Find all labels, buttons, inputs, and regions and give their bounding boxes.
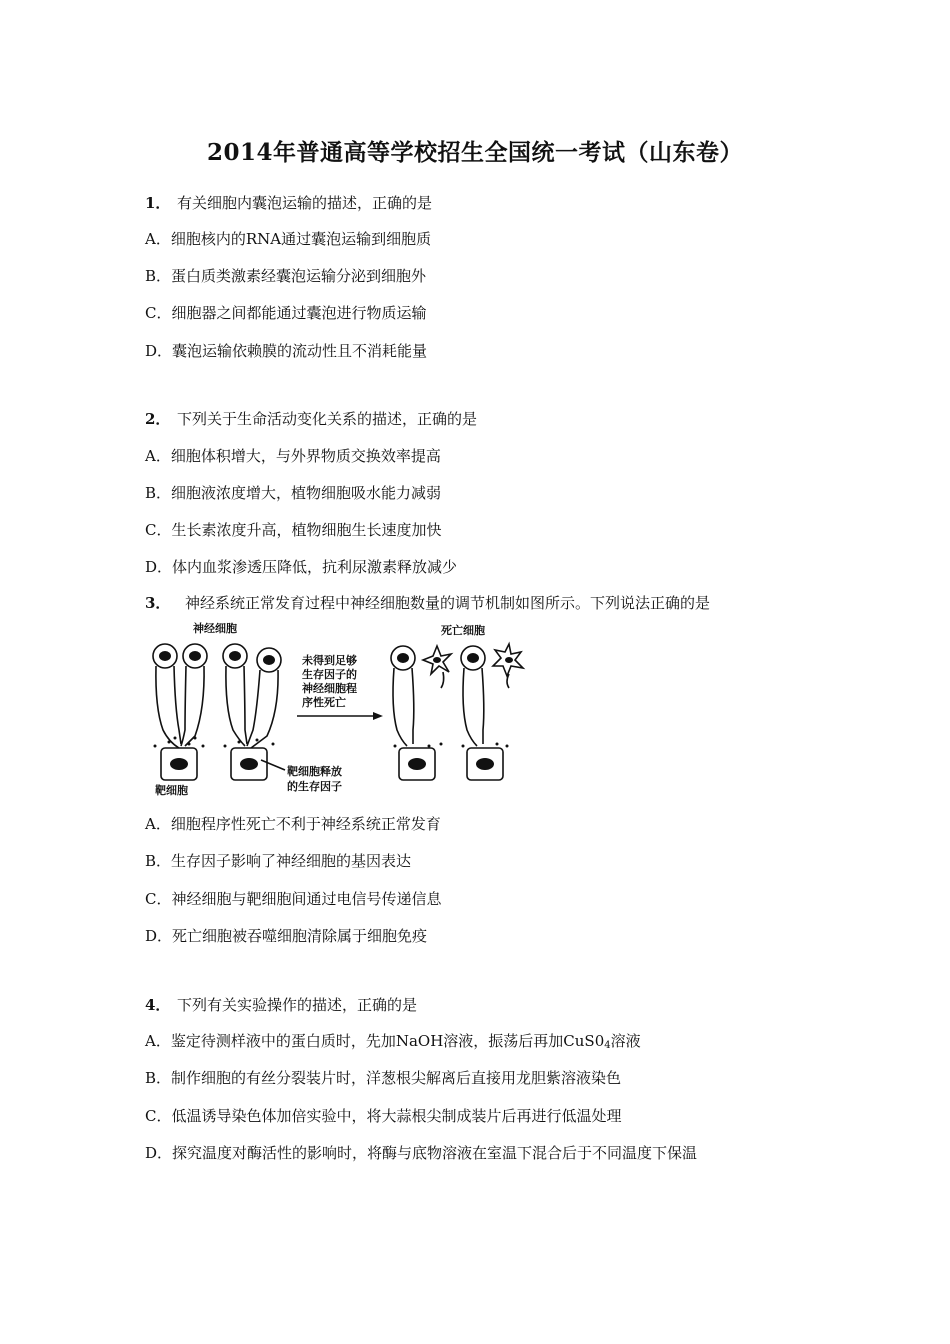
question-text: 下列有关实验操作的描述，正确的是 <box>177 996 418 1014</box>
question-4-stem <box>145 995 417 1015</box>
option-letter: C． <box>145 521 172 539</box>
figure-arrow-label-2: 生存因子的 <box>302 668 357 681</box>
question-number: 1． <box>145 194 171 212</box>
option-letter: A． <box>145 815 171 833</box>
option-text: 死亡细胞被吞噬细胞清除属于细胞免疫 <box>172 927 428 945</box>
question-1-option-d <box>145 341 427 361</box>
option-letter: A． <box>145 230 171 248</box>
option-letter: D． <box>145 1144 173 1162</box>
option-letter: B． <box>145 484 172 502</box>
option-text-tail: 溶液 <box>610 1032 641 1050</box>
question-1-stem <box>145 193 432 213</box>
option-letter: B． <box>145 1069 172 1087</box>
figure-arrow-label-3: 神经细胞程 <box>302 682 357 695</box>
figure-arrow-label-1: 未得到足够 <box>302 654 357 667</box>
option-letter: D． <box>145 342 173 360</box>
option-text: 制作细胞的有丝分裂装片时，洋葱根尖解离后直接用龙胆紫溶液染色 <box>171 1069 622 1087</box>
figure-label-factor-2: 的生存因子 <box>287 780 342 793</box>
option-text: 鉴定待测样液中的蛋白质时，先加NaOH溶液，振荡后再加CuS0 <box>170 1032 605 1050</box>
option-text: 细胞程序性死亡不利于神经系统正常发育 <box>170 815 441 833</box>
question-text: 神经系统正常发育过程中神经细胞数量的调节机制如图所示。下列说法正确的是 <box>185 594 711 612</box>
option-letter: C． <box>145 1107 172 1125</box>
option-letter: C． <box>145 304 172 322</box>
question-2-option-d <box>145 557 457 577</box>
question-4-option-c <box>145 1106 622 1126</box>
question-1-option-b <box>145 266 426 286</box>
question-number: 4． <box>145 996 171 1014</box>
figure-arrow-label-4: 序性死亡 <box>302 696 346 709</box>
figure-label-neuron: 神经细胞 <box>193 622 237 635</box>
page-title: 2014年普通高等学校招生全国统一考试（山东卷） <box>206 139 743 166</box>
question-3-option-a <box>145 814 441 834</box>
option-text: 细胞器之间都能通过囊泡进行物质运输 <box>171 304 427 322</box>
option-letter: A． <box>145 1032 171 1050</box>
figure-label-factor-1: 靶细胞释放 <box>287 765 342 778</box>
option-text: 探究温度对酶活性的影响时，将酶与底物溶液在室温下混合后于不同温度下保温 <box>172 1144 698 1162</box>
question-number: 3． <box>145 594 171 612</box>
option-text: 细胞核内的RNA通过囊泡运输到细胞质 <box>170 230 432 248</box>
option-text: 囊泡运输依赖膜的流动性且不消耗能量 <box>172 342 428 360</box>
option-text: 生存因子影响了神经细胞的基因表达 <box>171 852 412 870</box>
neuron-apoptosis-figure <box>145 618 530 798</box>
subscript: 4 <box>604 1040 611 1051</box>
option-letter: C． <box>145 890 172 908</box>
option-text: 低温诱导染色体加倍实验中，将大蒜根尖制成装片后再进行低温处理 <box>171 1107 622 1125</box>
question-3-option-c <box>145 889 442 909</box>
question-2-option-b <box>145 483 441 503</box>
figure-label-target-cell: 靶细胞 <box>155 784 188 797</box>
option-text: 细胞液浓度增大，植物细胞吸水能力减弱 <box>171 484 442 502</box>
question-3-option-d <box>145 926 427 946</box>
question-4-option-d <box>145 1143 697 1163</box>
question-4-option-a <box>145 1031 641 1056</box>
question-2-option-a <box>145 446 441 466</box>
question-4-option-b <box>145 1068 621 1088</box>
option-text: 体内血浆渗透压降低，抗利尿激素释放减少 <box>172 558 458 576</box>
question-3-option-b <box>145 851 411 871</box>
neuron-cell-4 <box>247 648 281 748</box>
question-text: 有关细胞内囊泡运输的描述，正确的是 <box>177 194 433 212</box>
option-text: 细胞体积增大，与外界物质交换效率提高 <box>170 447 441 465</box>
option-letter: D． <box>145 558 173 576</box>
question-text: 下列关于生命活动变化关系的描述，正确的是 <box>177 410 478 428</box>
option-letter: B． <box>145 852 172 870</box>
question-1-option-c <box>145 303 427 323</box>
option-letter: A． <box>145 447 171 465</box>
option-letter: B． <box>145 267 172 285</box>
question-2-stem <box>145 409 477 429</box>
question-number: 2． <box>145 410 171 428</box>
question-3-stem <box>145 593 710 613</box>
option-text: 神经细胞与靶细胞间通过电信号传递信息 <box>171 890 442 908</box>
question-1-option-a <box>145 229 431 249</box>
option-letter: D． <box>145 927 173 945</box>
question-2-option-c <box>145 520 442 540</box>
option-text: 蛋白质类激素经囊泡运输分泌到细胞外 <box>171 267 427 285</box>
option-text: 生长素浓度升高，植物细胞生长速度加快 <box>171 521 442 539</box>
figure-label-dead-cell: 死亡细胞 <box>441 624 485 637</box>
